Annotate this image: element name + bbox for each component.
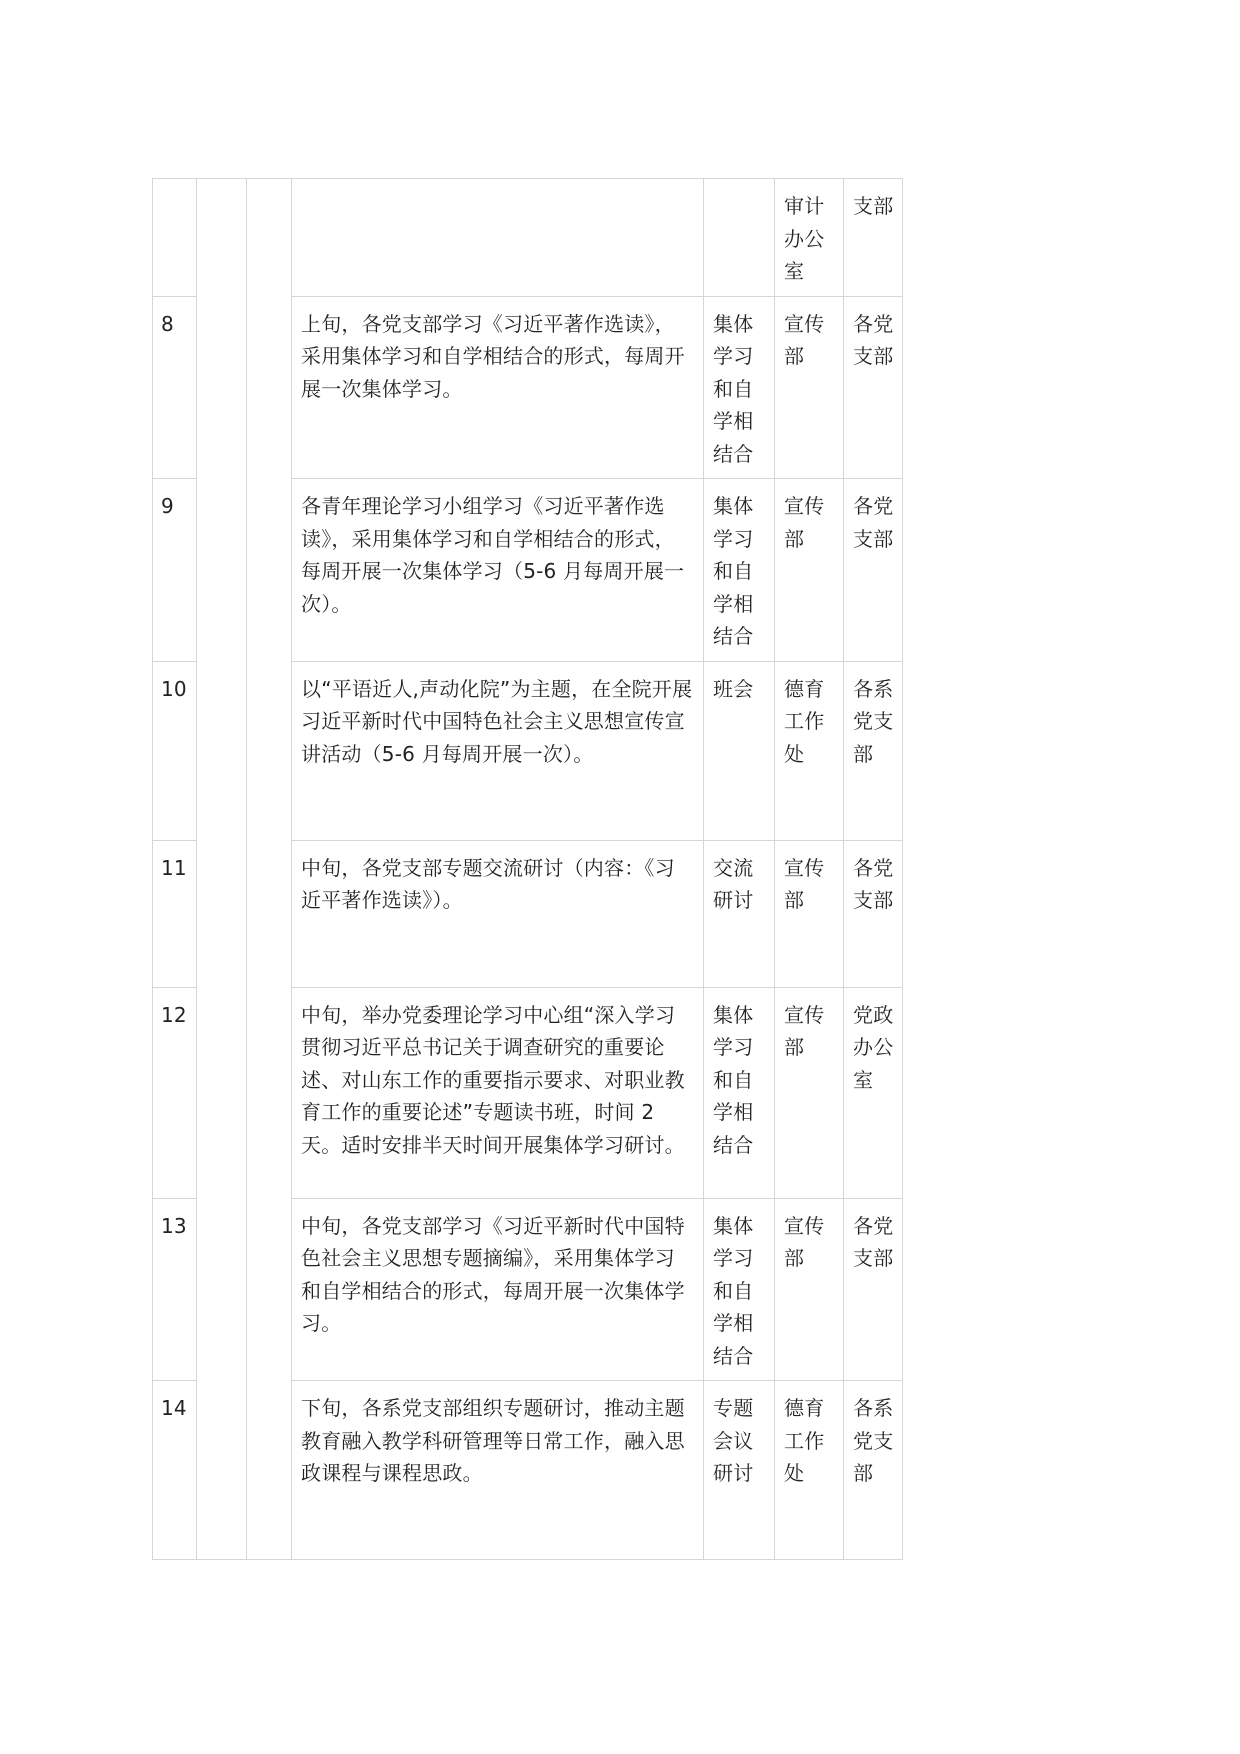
responsible-unit-cell: 各系党支部 [844, 1381, 903, 1560]
content-cell: 中旬，举办党委理论学习中心组“深入学习贯彻习近平总书记关于调查研究的重要论述、对山东工作的重要指示要求、对职业教育工作的重要论述”专题读书班，时间 2 天。适时安排半天时间开展集体学习研讨。 [292, 987, 704, 1198]
lead-department-cell: 德育工作处 [775, 1381, 844, 1560]
content-cell: 各青年理论学习小组学习《习近平著作选读》，采用集体学习和自学相结合的形式，每周开展一次集体学习（5-6 月每周开展一次）。 [292, 479, 704, 662]
row-number-cell: 10 [153, 661, 197, 840]
content-cell: 以“平语近人,声动化院”为主题，在全院开展习近平新时代中国特色社会主义思想宣传宣讲活动（5-6 月每周开展一次）。 [292, 661, 704, 840]
responsible-unit-cell: 各党支部 [844, 296, 903, 479]
form-cell: 集体学习和自学相结合 [704, 1198, 775, 1381]
lead-department-cell: 德育工作处 [775, 661, 844, 840]
responsible-unit-cell: 各党支部 [844, 479, 903, 662]
responsible-unit-cell: 各党支部 [844, 840, 903, 987]
responsible-unit-cell: 各党支部 [844, 1198, 903, 1381]
form-cell: 集体学习和自学相结合 [704, 987, 775, 1198]
lead-department-cell: 宣传部 [775, 987, 844, 1198]
responsible-unit-cell: 各系党支部 [844, 661, 903, 840]
form-cell: 班会 [704, 661, 775, 840]
merged-empty-cell [247, 179, 292, 1560]
responsible-unit-cell: 党政办公室 [844, 987, 903, 1198]
content-cell: 下旬，各系党支部组织专题研讨，推动主题教育融入教学科研管理等日常工作，融入思政课程与课程思政。 [292, 1381, 704, 1560]
form-cell [704, 179, 775, 297]
lead-department-cell: 宣传部 [775, 479, 844, 662]
row-number-cell [153, 179, 197, 297]
lead-department-cell: 宣传部 [775, 296, 844, 479]
responsible-unit-cell: 支部 [844, 179, 903, 297]
content-cell [292, 179, 704, 297]
lead-department-cell: 宣传部 [775, 1198, 844, 1381]
lead-department-cell: 宣传部 [775, 840, 844, 987]
row-number-cell: 14 [153, 1381, 197, 1560]
row-number-cell: 12 [153, 987, 197, 1198]
content-cell: 上旬，各党支部学习《习近平著作选读》，采用集体学习和自学相结合的形式，每周开展一次集体学习。 [292, 296, 704, 479]
form-cell: 集体学习和自学相结合 [704, 296, 775, 479]
lead-department-cell: 审计办公室 [775, 179, 844, 297]
form-cell: 集体学习和自学相结合 [704, 479, 775, 662]
content-cell: 中旬，各党支部学习《习近平新时代中国特色社会主义思想专题摘编》，采用集体学习和自学相结合的形式，每周开展一次集体学习。 [292, 1198, 704, 1381]
work-plan-table [152, 178, 903, 1560]
row-number-cell: 9 [153, 479, 197, 662]
row-number-cell: 13 [153, 1198, 197, 1381]
row-number-cell: 11 [153, 840, 197, 987]
merged-empty-cell [197, 179, 247, 1560]
form-cell: 专题会议研讨 [704, 1381, 775, 1560]
content-cell: 中旬，各党支部专题交流研讨（内容：《习近平著作选读》）。 [292, 840, 704, 987]
table-row [153, 179, 903, 297]
form-cell: 交流研讨 [704, 840, 775, 987]
row-number-cell: 8 [153, 296, 197, 479]
